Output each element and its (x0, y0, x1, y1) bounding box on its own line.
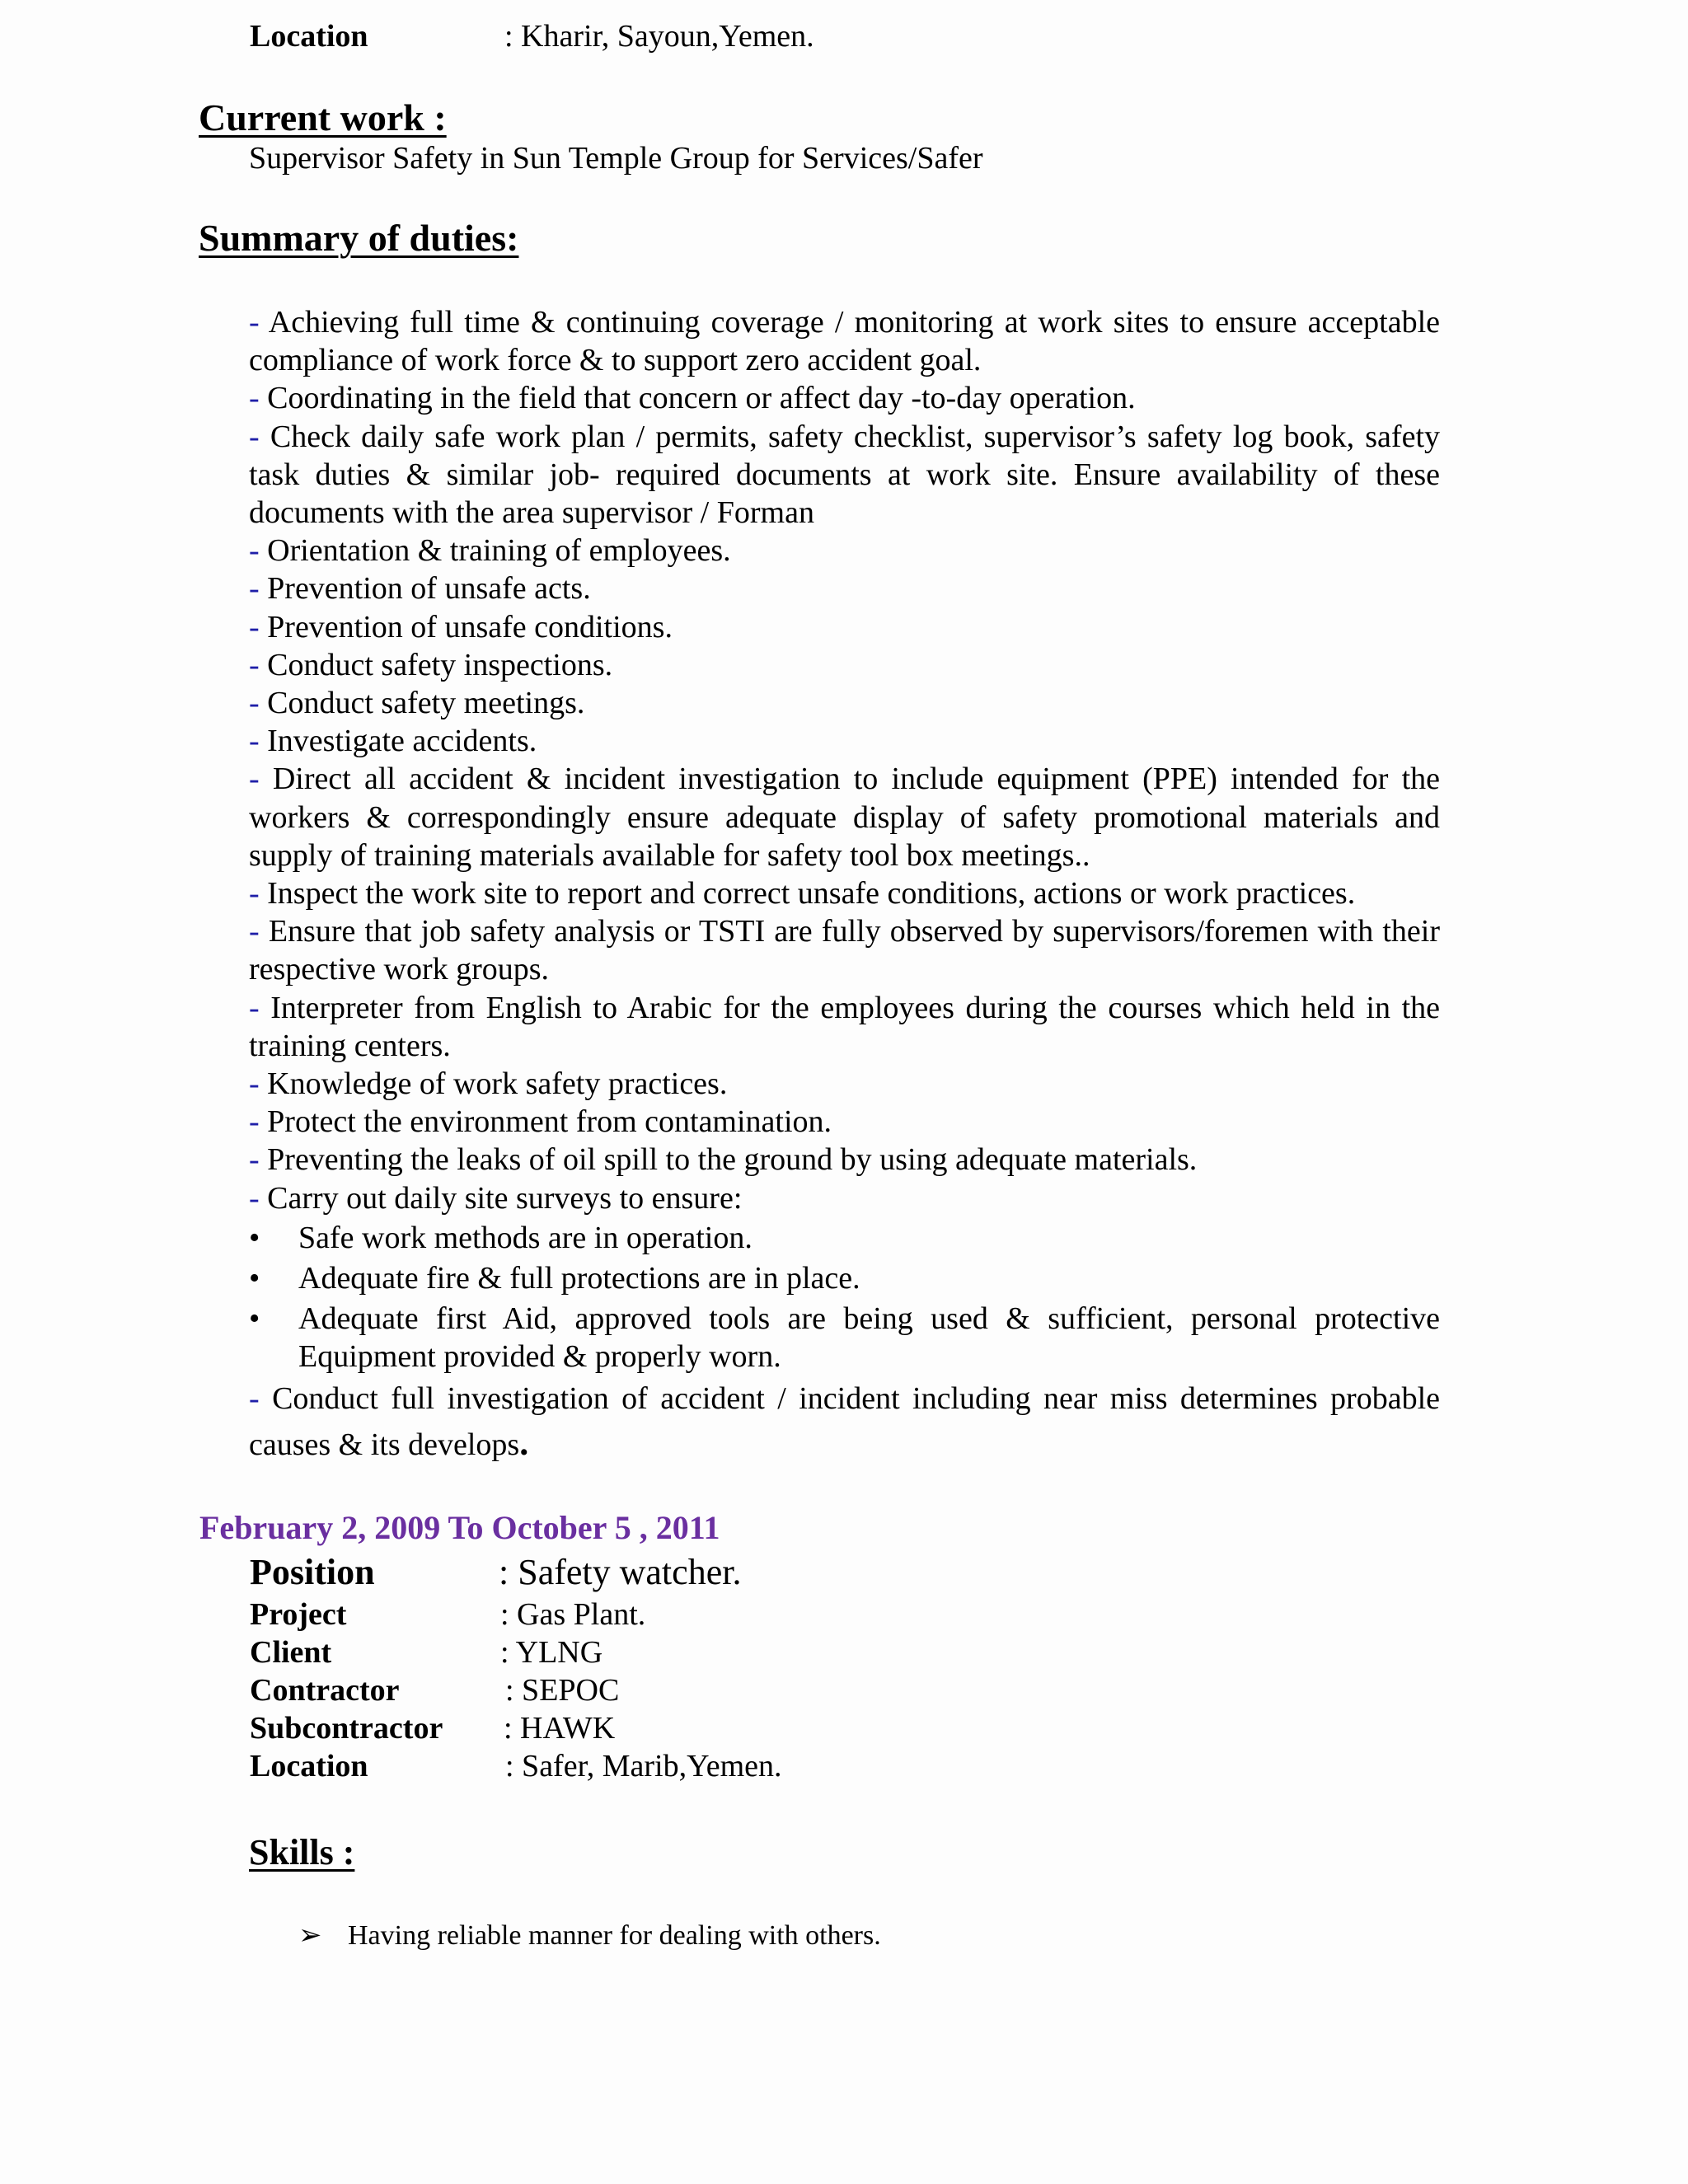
subcontractor-label: Subcontractor (250, 1711, 443, 1746)
list-item: - Prevention of unsafe acts. (249, 571, 591, 607)
current-work-heading: Current work : (199, 96, 447, 138)
bullet-item: • Adequate fire & full protections are in place. (249, 1259, 1440, 1297)
list-item: - Check daily safe work plan / permits, safety checklist, supervisor’s safety log book, safety task duties & similar job- required documents at work site. Ensure availability of these documents with the area supervisor / Forman (249, 419, 1440, 531)
bullet-icon: • (249, 1220, 260, 1255)
location-label: Location (250, 19, 368, 54)
summary-heading: Summary of duties: (199, 217, 519, 259)
list-item: - Conduct safety inspections. (249, 647, 613, 682)
list-item: - Protect the environment from contamination. (249, 1104, 832, 1140)
bullet-icon: • (249, 1301, 260, 1337)
arrow-icon: ➢ (298, 1920, 322, 1951)
list-item: - Carry out daily site surveys to ensure: (249, 1180, 743, 1216)
project-label: Project (250, 1597, 347, 1632)
client-value: : YLNG (500, 1635, 603, 1670)
list-item: - Direct all accident & incident investigation to include equipment (PPE) intended for the workers & correspondingly ensure adequate display of safety promotional materials and supply of training materials available for safety tool box meetings.. (249, 762, 1440, 873)
list-item: - Conduct safety meetings. (249, 686, 585, 721)
list-item: - Knowledge of work safety practices. (249, 1066, 728, 1102)
list-item: - Ensure that job safety analysis or TSTI are fully observed by supervisors/foremen with their respective work groups. (249, 914, 1440, 987)
list-item: - Interpreter from English to Arabic for the employees during the courses which held in the training centers. (249, 990, 1441, 1063)
list-item: - Achieving full time & continuing coverage / monitoring at work sites to ensure acceptable compliance of work force & to support zero accident goal. (249, 305, 1440, 378)
job-location-value: : Safer, Marib,Yemen. (505, 1749, 782, 1783)
location-value: : Kharir, Sayoun,Yemen. (504, 19, 814, 54)
contractor-value: : SEPOC (505, 1673, 620, 1708)
subcontractor-value: : HAWK (504, 1711, 616, 1746)
list-item: - Prevention of unsafe conditions. (249, 609, 673, 644)
job-location-label: Location (250, 1749, 368, 1783)
contractor-label: Contractor (250, 1673, 400, 1708)
list-item: - Orientation & training of employees. (249, 533, 731, 569)
bullet-item: • Adequate first Aid, approved tools are being used & sufficient, personal protective Equipment provided & properly worn. (249, 1301, 1440, 1375)
current-work-text: Supervisor Safety in Sun Temple Group for Services/Safer (249, 141, 983, 176)
job-period: February 2, 2009 To October 5 , 2011 (199, 1509, 720, 1546)
list-item: - Preventing the leaks of oil spill to the ground by using adequate materials. (249, 1142, 1198, 1178)
skills-heading: Skills : (249, 1832, 355, 1872)
list-item: - Coordinating in the field that concern or affect day -to-day operation. (249, 381, 1136, 416)
list-item: - Investigate accidents. (249, 724, 537, 759)
list-item: - Conduct full investigation of accident / incident including near miss determines probable causes & its develops. (249, 1380, 1440, 1463)
bullet-item: • Safe work methods are in operation. (249, 1219, 1440, 1257)
bullet-icon: • (249, 1261, 260, 1296)
project-value: : Gas Plant. (500, 1597, 646, 1632)
position-label: Position (250, 1552, 375, 1592)
list-item: - Inspect the work site to report and correct unsafe conditions, actions or work practices. (249, 876, 1356, 912)
position-value: : Safety watcher. (499, 1552, 742, 1592)
skill-item: ➢ Having reliable manner for dealing with others. (298, 1920, 881, 1951)
client-label: Client (250, 1635, 332, 1670)
duties-list (249, 303, 1440, 1467)
